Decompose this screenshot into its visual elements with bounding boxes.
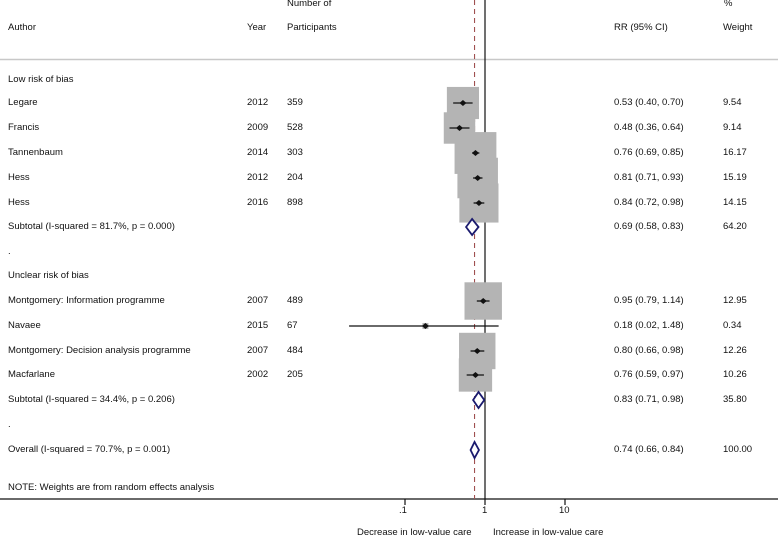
study-year: 2007 [247, 295, 269, 306]
study-participants: 359 [287, 97, 303, 108]
study-author: Navaee [8, 320, 41, 331]
weight-text: 15.19 [723, 172, 747, 183]
rr-ci-text: 0.69 (0.58, 0.83) [614, 221, 684, 232]
subtotal-label: Subtotal (I-squared = 34.4%, p = 0.206) [8, 394, 175, 405]
pooled-diamond [471, 442, 479, 458]
header-rr: RR (95% CI) [614, 22, 668, 33]
weight-text: 14.15 [723, 197, 747, 208]
header-participants-1: Number of [287, 0, 332, 9]
weight-text: 100.00 [723, 444, 753, 455]
subtotal-label: Overall (I-squared = 70.7%, p = 0.001) [8, 444, 171, 455]
spacer: . [8, 419, 11, 430]
weight-text: 0.34 [723, 320, 742, 331]
study-author: Hess [8, 197, 30, 208]
study-participants: 489 [287, 295, 303, 306]
rr-ci-text: 0.83 (0.71, 0.98) [614, 394, 684, 405]
study-author: Tannenbaum [8, 147, 63, 158]
study-year: 2007 [247, 345, 269, 356]
weight-text: 9.14 [723, 122, 742, 133]
rr-ci-text: 0.53 (0.40, 0.70) [614, 97, 684, 108]
subtotal-label: Subtotal (I-squared = 81.7%, p = 0.000) [8, 221, 175, 232]
study-author: Montgomery: Information programme [8, 295, 165, 306]
study-year: 2012 [247, 172, 269, 183]
study-participants: 528 [287, 122, 303, 133]
rr-ci-text: 0.95 (0.79, 1.14) [614, 295, 684, 306]
study-participants: 898 [287, 197, 303, 208]
rr-ci-text: 0.84 (0.72, 0.98) [614, 197, 684, 208]
header-weight-1: % [724, 0, 733, 9]
rr-ci-text: 0.80 (0.66, 0.98) [614, 345, 684, 356]
x-tick-label: .1 [399, 505, 407, 516]
group-label: Low risk of bias [8, 74, 74, 85]
header-year: Year [247, 22, 267, 33]
header-participants-2: Participants [287, 22, 337, 33]
study-year: 2016 [247, 197, 269, 208]
x-tick-label: 10 [559, 505, 570, 516]
weight-text: 9.54 [723, 97, 742, 108]
rr-ci-text: 0.76 (0.59, 0.97) [614, 369, 684, 380]
study-participants: 204 [287, 172, 303, 183]
study-year: 2015 [247, 320, 269, 331]
study-author: Francis [8, 122, 40, 133]
weight-text: 64.20 [723, 221, 747, 232]
header-author: Author [8, 22, 36, 33]
study-year: 2012 [247, 97, 269, 108]
weight-text: 10.26 [723, 369, 747, 380]
study-participants: 303 [287, 147, 303, 158]
note: NOTE: Weights are from random effects analysis [8, 482, 215, 493]
group-label: Unclear risk of bias [8, 270, 89, 281]
study-year: 2002 [247, 369, 269, 380]
study-author: Macfarlane [8, 369, 55, 380]
header-weight-2: Weight [723, 22, 753, 33]
spacer: . [8, 246, 11, 257]
rr-ci-text: 0.76 (0.69, 0.85) [614, 147, 684, 158]
xlabel-left: Decrease in low-value care [357, 527, 472, 538]
study-year: 2009 [247, 122, 269, 133]
study-participants: 67 [287, 320, 298, 331]
x-tick-label: 1 [482, 505, 488, 516]
weight-text: 12.95 [723, 295, 747, 306]
rr-ci-text: 0.81 (0.71, 0.93) [614, 172, 684, 183]
study-participants: 484 [287, 345, 303, 356]
study-author: Hess [8, 172, 30, 183]
rr-ci-text: 0.74 (0.66, 0.84) [614, 444, 684, 455]
rr-ci-text: 0.18 (0.02, 1.48) [614, 320, 684, 331]
weight-text: 12.26 [723, 345, 747, 356]
study-author: Legare [8, 97, 38, 108]
study-year: 2014 [247, 147, 269, 158]
rr-ci-text: 0.48 (0.36, 0.64) [614, 122, 684, 133]
weight-text: 35.80 [723, 394, 747, 405]
weight-text: 16.17 [723, 147, 747, 158]
xlabel-right: Increase in low-value care [493, 527, 604, 538]
study-participants: 205 [287, 369, 303, 380]
study-author: Montgomery: Decision analysis programme [8, 345, 191, 356]
